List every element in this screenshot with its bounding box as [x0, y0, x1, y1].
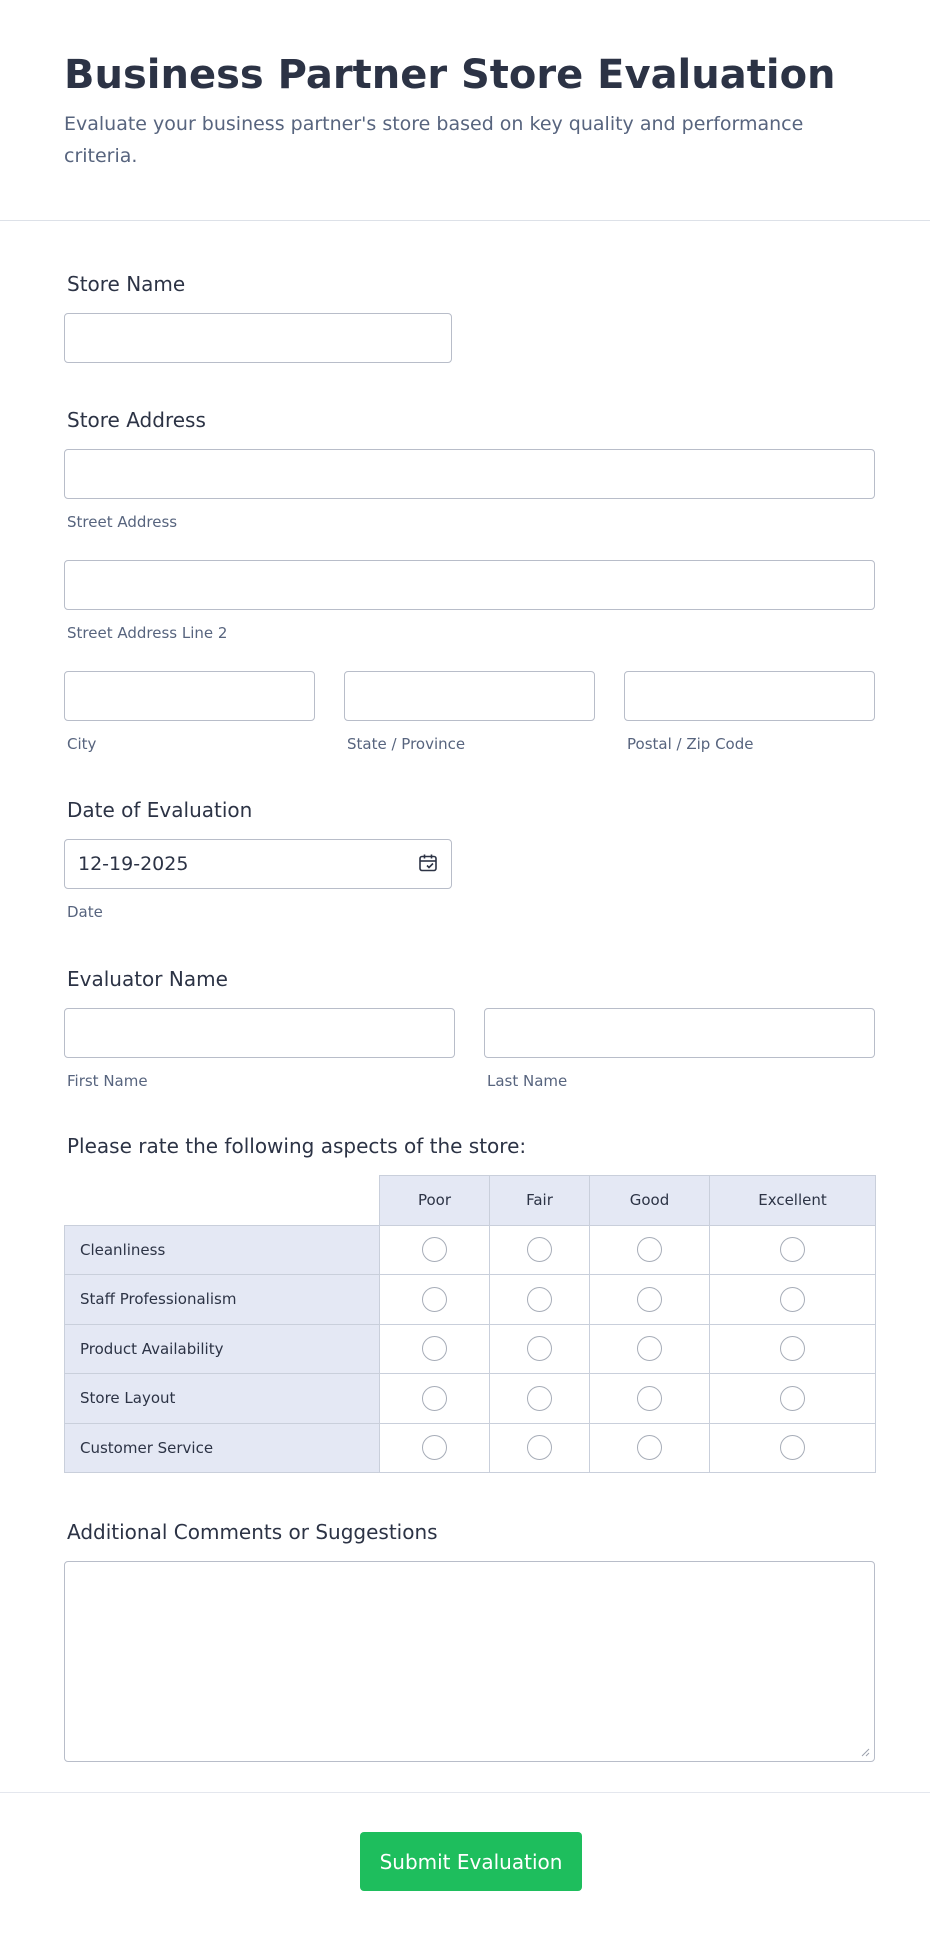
comments-textarea[interactable]: [64, 1561, 875, 1762]
date-input[interactable]: [64, 839, 452, 889]
rating-radio[interactable]: [422, 1336, 447, 1361]
matrix-row-label: Staff Professionalism: [65, 1275, 380, 1325]
matrix-row: [65, 1423, 876, 1473]
rating-radio[interactable]: [527, 1237, 552, 1262]
matrix-row: [65, 1275, 876, 1325]
matrix-row: [65, 1324, 876, 1374]
last-name-sublabel: Last Name: [487, 1072, 568, 1090]
city-sublabel: City: [67, 735, 97, 753]
rating-radio[interactable]: [422, 1386, 447, 1411]
rating-radio[interactable]: [780, 1336, 805, 1361]
postal-zip-sublabel: Postal / Zip Code: [627, 735, 754, 753]
matrix-column-header: Good: [590, 1176, 710, 1226]
date-of-evaluation-label: Date of Evaluation: [67, 798, 253, 822]
matrix-row: [65, 1374, 876, 1424]
footer-divider: [0, 1792, 930, 1793]
matrix-column-header: Excellent: [710, 1176, 876, 1226]
matrix-row-label: Product Availability: [65, 1324, 380, 1374]
last-name-input[interactable]: [484, 1008, 875, 1058]
rating-radio[interactable]: [637, 1336, 662, 1361]
matrix-column-header: Fair: [490, 1176, 590, 1226]
state-province-input[interactable]: [344, 671, 595, 721]
rating-radio[interactable]: [780, 1287, 805, 1312]
rating-radio[interactable]: [780, 1386, 805, 1411]
rating-radio[interactable]: [527, 1435, 552, 1460]
street-address-line2-sublabel: Street Address Line 2: [67, 624, 228, 642]
store-name-label: Store Name: [67, 272, 186, 296]
street-address-sublabel: Street Address: [67, 513, 178, 531]
rating-radio[interactable]: [637, 1386, 662, 1411]
page-subtitle: Evaluate your business partner's store based on key quality and performance criteria.: [64, 113, 804, 167]
matrix-row-label: Cleanliness: [65, 1225, 380, 1275]
state-province-sublabel: State / Province: [347, 735, 466, 753]
store-name-input[interactable]: [64, 313, 452, 363]
rating-radio[interactable]: [527, 1336, 552, 1361]
rating-radio[interactable]: [527, 1287, 552, 1312]
postal-zip-input[interactable]: [624, 671, 875, 721]
store-address-label: Store Address: [67, 408, 206, 432]
rating-matrix: [64, 1175, 875, 1474]
matrix-row-label: Store Layout: [65, 1374, 380, 1424]
comments-label: Additional Comments or Suggestions: [67, 1520, 438, 1544]
matrix-column-header: Poor: [380, 1176, 490, 1226]
rating-radio[interactable]: [637, 1237, 662, 1262]
rating-question-label: Please rate the following aspects of the store:: [67, 1134, 527, 1158]
rating-radio[interactable]: [422, 1287, 447, 1312]
evaluator-name-label: Evaluator Name: [67, 967, 228, 991]
rating-radio[interactable]: [637, 1435, 662, 1460]
first-name-sublabel: First Name: [67, 1072, 148, 1090]
rating-radio[interactable]: [527, 1386, 552, 1411]
rating-radio[interactable]: [780, 1237, 805, 1262]
rating-radio[interactable]: [422, 1435, 447, 1460]
street-address-input[interactable]: [64, 449, 875, 499]
street-address-line2-input[interactable]: [64, 560, 875, 610]
matrix-row: [65, 1225, 876, 1275]
date-sublabel: Date: [67, 903, 103, 921]
matrix-corner: [65, 1176, 380, 1226]
page-title: Business Partner Store Evaluation: [64, 52, 836, 98]
rating-radio[interactable]: [780, 1435, 805, 1460]
rating-radio[interactable]: [422, 1237, 447, 1262]
resize-handle-icon[interactable]: [860, 1747, 870, 1757]
submit-evaluation-button[interactable]: Submit Evaluation: [360, 1832, 582, 1891]
first-name-input[interactable]: [64, 1008, 455, 1058]
matrix-row-label: Customer Service: [65, 1423, 380, 1473]
calendar-icon[interactable]: [418, 853, 438, 873]
city-input[interactable]: [64, 671, 315, 721]
form-header: [0, 0, 930, 221]
rating-radio[interactable]: [637, 1287, 662, 1312]
